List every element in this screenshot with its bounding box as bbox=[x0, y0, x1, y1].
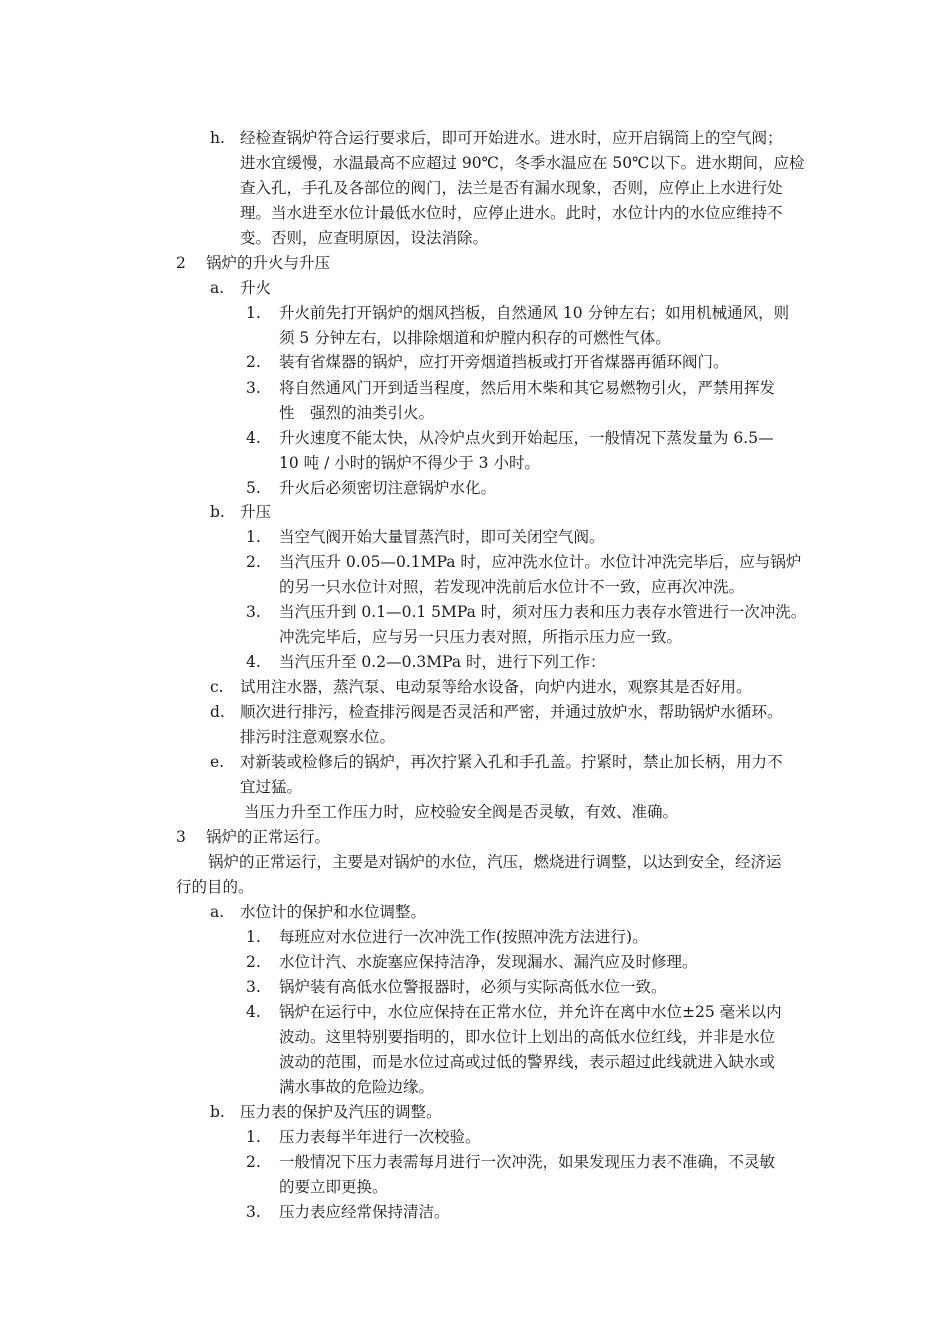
list-item: 冲洗完毕后，应与另一只压力表对照，所指示压力应一致。 bbox=[279, 628, 683, 646]
item-marker: a. bbox=[210, 279, 225, 297]
item-marker: d. bbox=[210, 703, 225, 721]
paragraph-line: 当压力升至工作压力时，应校验安全阀是否灵敏，有效、准确。 bbox=[244, 803, 679, 821]
list-number: 3. bbox=[246, 1203, 261, 1221]
section-heading: 锅炉的升火与升压 bbox=[206, 254, 331, 272]
list-number: 5. bbox=[246, 479, 261, 497]
subheading: 升火 bbox=[240, 279, 272, 297]
list-item: 每班应对水位进行一次冲洗工作(按照冲洗方法进行)。 bbox=[279, 928, 648, 946]
paragraph-line: 理。当水进至水位计最低水位时，应停止进水。此时，水位计内的水位应维持不 bbox=[240, 204, 783, 222]
list-number: 3. bbox=[246, 978, 261, 996]
list-item: 当汽压升 0.05—0.1MPa 时，应冲洗水位计。水位计冲洗完毕后，应与锅炉 bbox=[279, 553, 802, 571]
item-marker: b. bbox=[210, 503, 225, 521]
list-item: 当空气阀开始大量冒蒸汽时，即可关闭空气阀。 bbox=[279, 528, 605, 546]
item-marker: h. bbox=[210, 129, 225, 147]
list-number: 1. bbox=[246, 1128, 261, 1146]
list-item: 升火前先打开锅炉的烟风挡板，自然通风 10 分钟左右；如用机械通风，则 bbox=[279, 304, 790, 322]
subheading: 升压 bbox=[240, 503, 272, 521]
list-item: 的要立即更换。 bbox=[279, 1178, 388, 1196]
paragraph-line: 宜过猛。 bbox=[240, 778, 303, 796]
list-number: 2. bbox=[246, 353, 261, 371]
list-number: 1. bbox=[246, 928, 261, 946]
list-item: 升火后必须密切注意锅炉水化。 bbox=[279, 479, 497, 497]
list-item: 10 吨 / 小时的锅炉不得少于 3 小时。 bbox=[279, 454, 540, 472]
item-marker: e. bbox=[210, 753, 225, 771]
paragraph-line: 进水宜缓慢，水温最高不应超过 90℃，冬季水温应在 50℃以下。进水期间，应检 bbox=[240, 154, 805, 172]
paragraph-line: 行的目的。 bbox=[176, 878, 254, 896]
list-number: 1. bbox=[246, 304, 261, 322]
list-item: 满水事故的危险边缘。 bbox=[279, 1078, 435, 1096]
list-number: 4. bbox=[246, 653, 261, 671]
list-number: 3. bbox=[246, 603, 261, 621]
list-item: 波动。这里特别要指明的，即水位计上划出的高低水位红线，并非是水位 bbox=[279, 1028, 776, 1046]
paragraph-line: 查入孔，手孔及各部位的阀门，法兰是否有漏水现象，否则，应停止上水进行处 bbox=[240, 179, 783, 197]
list-item: 波动的范围，而是水位过高或过低的警界线，表示超过此线就进入缺水或 bbox=[279, 1053, 776, 1071]
list-item: 当汽压升至 0.2—0.3MPa 时，进行下列工作： bbox=[279, 653, 606, 671]
paragraph-line: 变。否则，应查明原因，设法消除。 bbox=[240, 229, 489, 247]
list-item: 升火速度不能太快，从冷炉点火到开始起压，一般情况下蒸发量为 6.5— bbox=[279, 429, 774, 447]
list-number: 2. bbox=[246, 1153, 261, 1171]
list-item: 的另一只水位计对照，若发现冲洗前后水位计不一致，应再次冲洗。 bbox=[279, 578, 745, 596]
list-number: 2. bbox=[246, 553, 261, 571]
subheading: 压力表的保护及汽压的调整。 bbox=[240, 1103, 442, 1121]
paragraph-line: 顺次进行排污，检查排污阀是否灵活和严密，并通过放炉水，帮助锅炉水循环。 bbox=[240, 703, 783, 721]
list-number: 2. bbox=[246, 953, 261, 971]
list-item: 须 5 分钟左右，以排除烟道和炉膛内积存的可燃性气体。 bbox=[279, 329, 671, 347]
paragraph-line: 经检查锅炉符合运行要求后，即可开始进水。进水时，应开启锅筒上的空气阀； bbox=[240, 129, 783, 147]
item-marker: b. bbox=[210, 1103, 225, 1121]
list-item: 压力表应经常保持清洁。 bbox=[279, 1203, 450, 1221]
list-item: 将自然通风门开到适当程度，然后用木柴和其它易燃物引火，严禁用挥发 bbox=[279, 379, 776, 397]
list-number: 1. bbox=[246, 528, 261, 546]
list-number: 4. bbox=[246, 429, 261, 447]
list-item: 当汽压升到 0.1—0.1 5MPa 时，须对压力表和压力表存水管进行一次冲洗。 bbox=[279, 603, 807, 621]
list-item: 锅炉在运行中，水位应保持在正常水位，并允许在离中水位±25 毫米以内 bbox=[279, 1003, 782, 1021]
list-number: 3. bbox=[246, 379, 261, 397]
item-marker: c. bbox=[210, 678, 224, 696]
list-item: 锅炉装有高低水位警报器时，必须与实际高低水位一致。 bbox=[279, 978, 667, 996]
section-number: 2 bbox=[176, 254, 186, 272]
paragraph-line: 锅炉的正常运行，主要是对锅炉的水位，汽压，燃烧进行调整，以达到安全，经济运 bbox=[208, 853, 782, 871]
list-item: 一般情况下压力表需每月进行一次冲洗，如果发现压力表不准确，不灵敏 bbox=[279, 1153, 776, 1171]
section-heading: 锅炉的正常运行。 bbox=[206, 828, 331, 846]
item-marker: a. bbox=[210, 903, 225, 921]
list-item: 装有省煤器的锅炉，应打开旁烟道挡板或打开省煤器再循环阀门。 bbox=[279, 353, 729, 371]
list-item: 水位计汽、水旋塞应保持洁净，发现漏水、漏汽应及时修理。 bbox=[279, 953, 698, 971]
list-number: 4. bbox=[246, 1003, 261, 1021]
section-number: 3 bbox=[176, 828, 186, 846]
subheading: 水位计的保护和水位调整。 bbox=[240, 903, 427, 921]
list-item: 性 强烈的油类引火。 bbox=[279, 404, 435, 422]
paragraph-line: 试用注水器，蒸汽泵、电动泵等给水设备，向炉内进水，观察其是否好用。 bbox=[240, 678, 752, 696]
list-item: 压力表每半年进行一次校验。 bbox=[279, 1128, 481, 1146]
paragraph-line: 对新装或检修后的锅炉，再次拧紧入孔和手孔盖。拧紧时，禁止加长柄，用力不 bbox=[240, 753, 783, 771]
paragraph-line: 排污时注意观察水位。 bbox=[240, 728, 396, 746]
